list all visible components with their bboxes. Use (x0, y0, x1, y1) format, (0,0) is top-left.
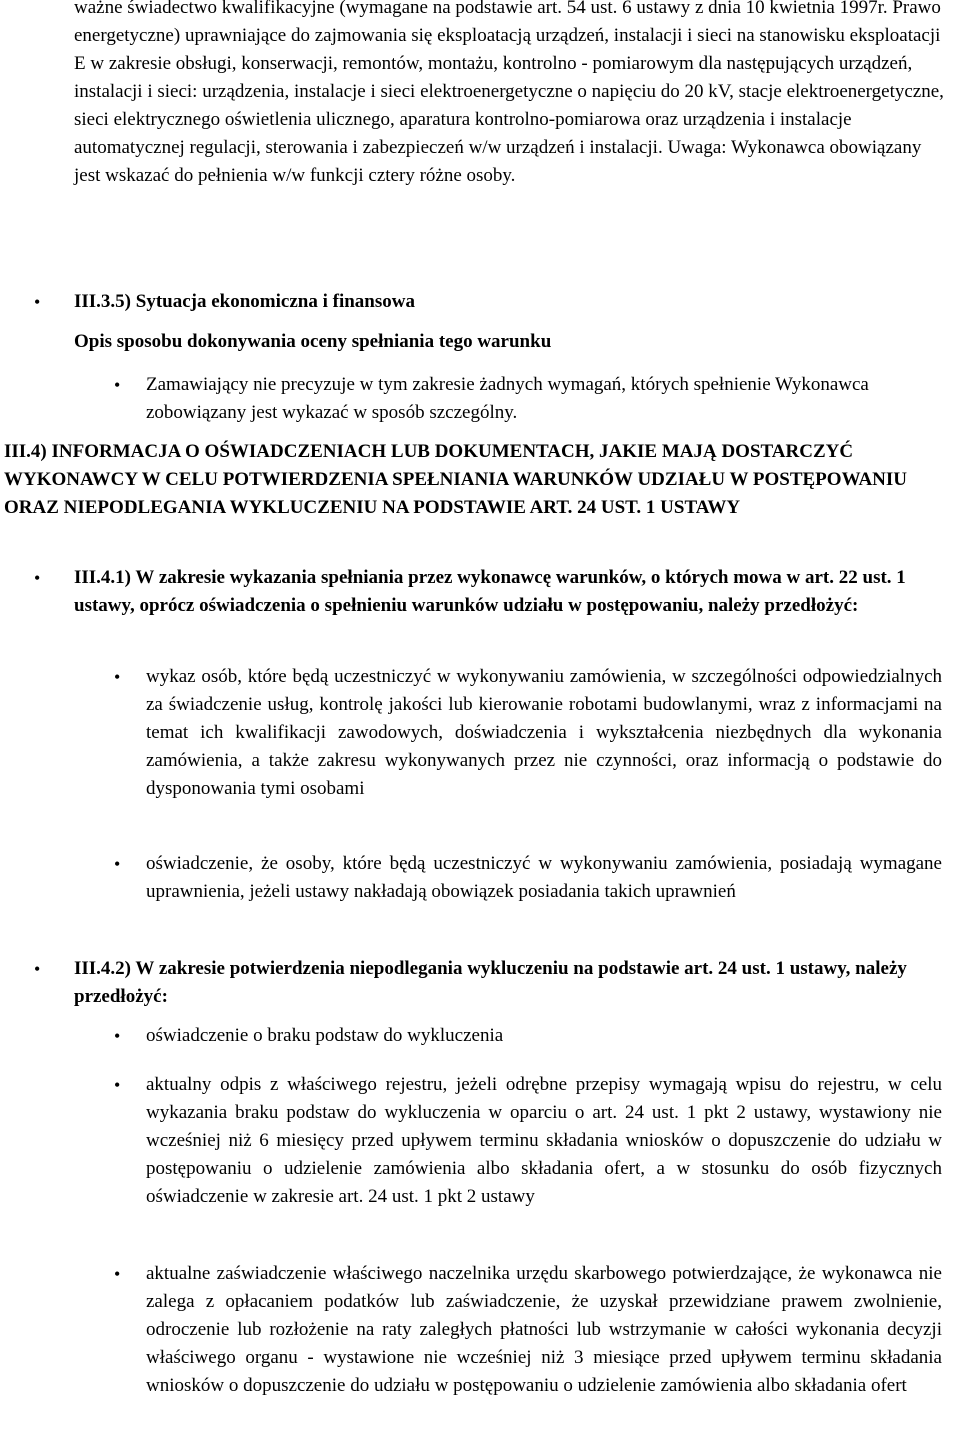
bullet-marker: • (34, 292, 41, 312)
section-342-heading: III.4.2) W zakresie potwierdzenia niepodlegania wykluczeniu na podstawie art. 24 ust. 1 ustawy, należy przedłożyć: (74, 958, 907, 1007)
bullet-marker: • (114, 1026, 121, 1046)
bullet-marker: • (114, 667, 121, 687)
bullet-marker: • (34, 959, 41, 979)
section-34-heading: III.4) INFORMACJA O OŚWIADCZENIACH LUB DOKUMENTACH, JAKIE MAJĄ DOSTARCZYĆ WYKONAWCY W CELU POTWIERDZENIA SPEŁNIANIA WARUNKÓW UDZIAŁU W POSTĘPOWANIU ORAZ NIEPODLEGANIA WYKLUCZENIU NA PODSTAWIE ART. 24 UST. 1 USTAWY (4, 441, 908, 518)
section-335-item: Zamawiający nie precyzuje w tym zakresie żadnych wymagań, których spełnienie Wykonawca zobowiązany jest wykazać w sposób szczególny. (146, 374, 869, 423)
bullet-marker: • (34, 568, 41, 588)
bullet-marker: • (114, 854, 121, 874)
section-342-item: aktualne zaświadczenie właściwego naczelnika urzędu skarbowego potwierdzające, że wykonawca nie zalega z opłacaniem podatków lub zaświadczenie, że uzyskał przewidziane prawem zwolnienie, odroczenie lub rozłożenie na raty zaległych płatności lub wstrzymanie w całości wykonania decyzji właściwego organu - wystawione nie wcześniej niż 3 miesiące przed upływem terminu składania wniosków o dopuszczenie do udziału w postępowaniu o udzielenie zamówienia albo składania ofert (146, 1263, 942, 1396)
section-341-item: oświadczenie, że osoby, które będą uczestniczyć w wykonywaniu zamówienia, posiadają wymagane uprawnienia, jeżeli ustawy nakładają obowiązek posiadania takich uprawnień (146, 853, 942, 902)
section-341-item: wykaz osób, które będą uczestniczyć w wykonywaniu zamówienia, w szczególności odpowiedzialnych za świadczenie usług, kontrolę jakości lub kierowanie robotami budowlanymi, wraz z informacjami na temat ich kwalifikacji zawodowych, doświadczenia i wykształcenia niezbędnych dla wykonania zamówienia, a także zakresu wykonywanych przez nie czynności, oraz informacją o podstawie do dysponowania tymi osobami (146, 666, 942, 799)
section-341-heading: III.4.1) W zakresie wykazania spełniania przez wykonawcę warunków, o których mowa w art. 22 ust. 1 ustawy, oprócz oświadczenia o spełnieniu warunków udziału w postępowaniu, należy przedłożyć: (74, 567, 906, 616)
section-342-item: oświadczenie o braku podstaw do wykluczenia (146, 1025, 504, 1046)
bullet-marker: • (114, 1075, 121, 1095)
bullet-marker: • (114, 375, 121, 395)
bullet-marker: • (114, 1264, 121, 1284)
section-335-subheading: Opis sposobu dokonywania oceny spełniania tego warunku (74, 331, 552, 352)
section-335-heading: III.3.5) Sytuacja ekonomiczna i finansowa (74, 291, 415, 312)
continuation-paragraph: ważne świadectwo kwalifikacyjne (wymagane na podstawie art. 54 ust. 6 ustawy z dnia 10 kwietnia 1997r. Prawo energetyczne) uprawniające do zajmowania się eksploatacją urządzeń, instalacji i sieci na stanowisku eksploatacji E w zakresie obsługi, konserwacji, remontów, montażu, kontrolno - pomiarowym dla następujących urządzeń, instalacji i sieci: urządzenia, instalacje i sieci elektroenergetyczne o napięciu do 20 kV, stacje elektroenergetyczne, sieci elektrycznego oświetlenia ulicznego, aparatura kontrolno-pomiarowa oraz urządzenia i instalacje automatycznej regulacji, sterowania i zabezpieczeń w/w urządzeń i instalacji. Uwaga: Wykonawca obowiązany jest wskazać do pełnienia w/w funkcji cztery różne osoby. (74, 0, 944, 186)
section-342-item: aktualny odpis z właściwego rejestru, jeżeli odrębne przepisy wymagają wpisu do rejestru, w celu wykazania braku podstaw do wykluczenia w oparciu o art. 24 ust. 1 pkt 2 ustawy, wystawiony nie wcześniej niż 6 miesięcy przed upływem terminu składania wniosków o dopuszczenie do udziału w postępowaniu o udzielenie zamówienia albo składania ofert, a w stosunku do osób fizycznych oświadczenie w zakresie art. 24 ust. 1 pkt 2 ustawy (146, 1074, 942, 1207)
